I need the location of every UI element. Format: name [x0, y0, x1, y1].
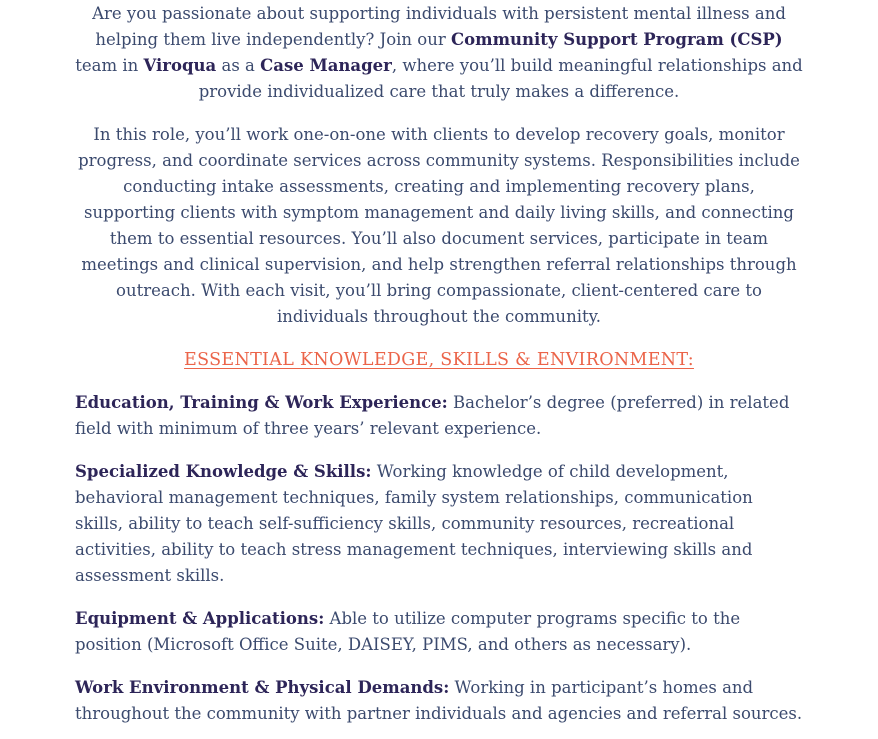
section-label: Specialized Knowledge & Skills: [75, 462, 372, 481]
section-equipment-applications [75, 606, 803, 658]
text-segment: as a [216, 56, 261, 75]
intro-paragraph-1 [75, 1, 803, 105]
section-label: Education, Training & Work Experience: [75, 393, 448, 412]
bold-text-segment: Community Support Program (CSP) [450, 30, 783, 49]
bold-text-segment: Case Manager [260, 56, 392, 75]
text-segment: team in [75, 56, 144, 75]
bold-text-segment: Viroqua [143, 56, 217, 75]
section-body: Bachelor’s degree (preferred) in related field with minimum of three years’ relevant experience. [75, 393, 790, 438]
text-segment: In this role, you’ll work one-on-one with clients to develop recovery goals, monitor progress, and coordinate services across community systems. Responsibilities include conducting intake assessments, creating and implementing recovery plans, supporting clients with symptom management and daily living skills, and connecting them to essential resources. You’ll also document services, participate in team meetings and clinical supervision, and help strengthen referral relationships through outreach. With each visit, you’ll bring compassionate, client-centered care to individuals throughout the community. [78, 125, 800, 326]
text-segment: , where you’ll build meaningful relationships and provide individualized care that truly makes a difference. [198, 56, 803, 101]
section-label: Work Environment & Physical Demands: [75, 678, 450, 697]
section-education-training-work-experience [75, 390, 803, 442]
text-segment: Are you passionate about supporting individuals with persistent mental illness and helping them live independently? Join our [92, 4, 786, 49]
section-label: Equipment & Applications: [75, 609, 325, 628]
section-body: Able to utilize computer programs specific to the position (Microsoft Office Suite, DAISEY, PIMS, and others as necessary). [75, 609, 741, 654]
section-body: Working knowledge of child development, behavioral management techniques, family system relationships, communication skills, ability to teach self-sufficiency skills, community resources, recreational activities, ability to teach stress management techniques, interviewing skills and assessment skills. [75, 462, 753, 585]
section-heading: ESSENTIAL KNOWLEDGE, SKILLS & ENVIRONMENT: [184, 350, 694, 370]
section-body: Working in participant’s homes and throughout the community with partner individuals and agencies and referral sources. [75, 678, 803, 723]
section-specialized-knowledge-skills [75, 459, 803, 589]
intro-paragraph-2 [75, 122, 803, 330]
job-description-document [75, 0, 803, 727]
section-work-environment-physical-demands [75, 675, 803, 727]
